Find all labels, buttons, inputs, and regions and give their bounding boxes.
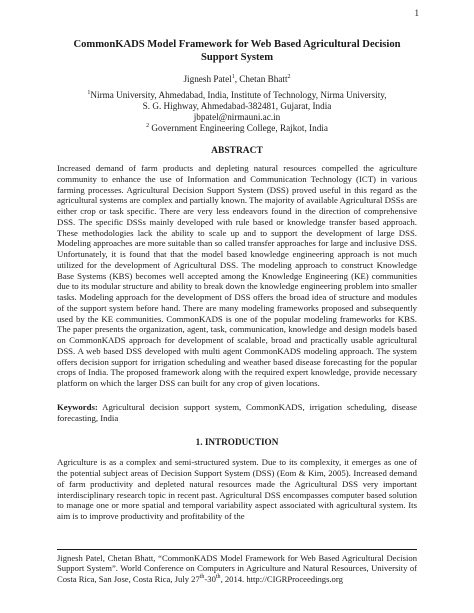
page-number: 1 [414,8,419,18]
affiliation-mark: 1 [87,89,91,96]
section-heading-introduction: 1. INTRODUCTION [195,437,279,448]
author-affiliation-mark: 1 [231,73,235,80]
author-name: Jignesh Patel [183,74,232,84]
citation-footer [57,549,417,584]
paper-body [57,38,417,522]
affiliation-block [57,90,417,134]
author-line [57,74,417,85]
keywords-label: Keywords: [57,401,98,412]
footer-text: Jignesh Patel, Chetan Bhatt, “CommonKADS Model Framework for Web Based Agricultural Decision Support System”. World Conference on Computers in Agriculture and Natural Resources, University of Costa Rica, San Jose, Costa Rica, July 27 [57,553,417,584]
affiliation-line: Government Engineering College, Rajkot, India [149,123,328,133]
introduction-text: Agriculture is as a complex and semi-structured system. Due to its complexity, it emerges as one of the potential subject areas of Decision Support System (DSS) (Eom & Kim, 2005). Increased demand of farm productivity and depleted natural resources made the Agricultural DSS very important interdisciplinary research topic in recent past. Agricultural DSS encompasses computer based solution to manage one or more spatial and temporal variability aspect associated with agricultural system. Its aim is to improve productivity and profitability of the [57,457,417,521]
footer-superscript: th [199,573,205,580]
affiliation-line: Nirma University, Ahmedabad, India, Institute of Technology, Nirma University, [90,90,387,100]
footer-superscript: th [215,573,221,580]
keywords-text: Agricultural decision support system, CommonKADS, irrigation scheduling, disease forecasting, India [57,401,417,423]
keywords [57,402,417,424]
author-name: Chetan Bhatt [239,74,288,84]
footer-text: -30 [204,573,216,584]
footer-text: , 2014. http://CIGRProceedings.org [220,573,343,584]
author-separator: , [234,74,240,84]
abstract-heading: ABSTRACT [211,146,263,156]
affiliation-line: S. G. Highway, Ahmedabad-382481, Gujarat, India [142,101,332,111]
author-affiliation-mark: 2 [287,73,291,80]
abstract-text: Increased demand of farm products and depleting natural resources compelled the agriculture community to enhance the use of Information and Communication Technology (ICT) in various farming processes. Agricultural Decision Support System (DSS) proved useful in this regard as the agricultural systems are complex and partially known. The majority of available Agricultural DSSs are either crop or task specific. There are very less endeavors found in the direction of comprehensive DSS. The specific DSSs mainly developed with rule based or knowledge transfer based approach. These methodologies lack the ability to scale up and to support the development of large DSS. Modeling approaches are more suitable than so called transfer approaches for large and inclusive DSS. Unfortunately, it is found that that the model based knowledge engineering approach is not much utilized for the development of Agricultural DSS. The modeling approach to construct Knowledge Base Systems (KBS) becomes well accepted among the Knowledge Engineering (KE) communities due to its modular structure and ability to break down the knowledge engineering problem into smaller tasks. Modeling approach for the development of DSS offers the broad idea of structure and modules of the support system before hand. There are many modeling frameworks proposed and subsequently used by the KE communities. CommonKADS is one of the popular modeling frameworks for KBS. The paper presents the organization, agent, task, communication, knowledge and design models based on CommonKADS approach for development of scalable, broad and practically usable agricultural DSS. A web based DSS developed with multi agent CommonKADS modeling approach. The system offers decision support for irrigation scheduling and weather based disease forecasting for the popular crops of India. The proposed framework along with the required expert knowledge, provide necessary platform on which the larger DSS can built for any crop of given locations. [57,163,417,388]
affiliation-mark: 2 [146,122,150,129]
author-email: jbpatel@nirmauni.ac.in [193,112,281,122]
paper-title: CommonKADS Model Framework for Web Based Agricultural Decision Support System [73,39,401,63]
